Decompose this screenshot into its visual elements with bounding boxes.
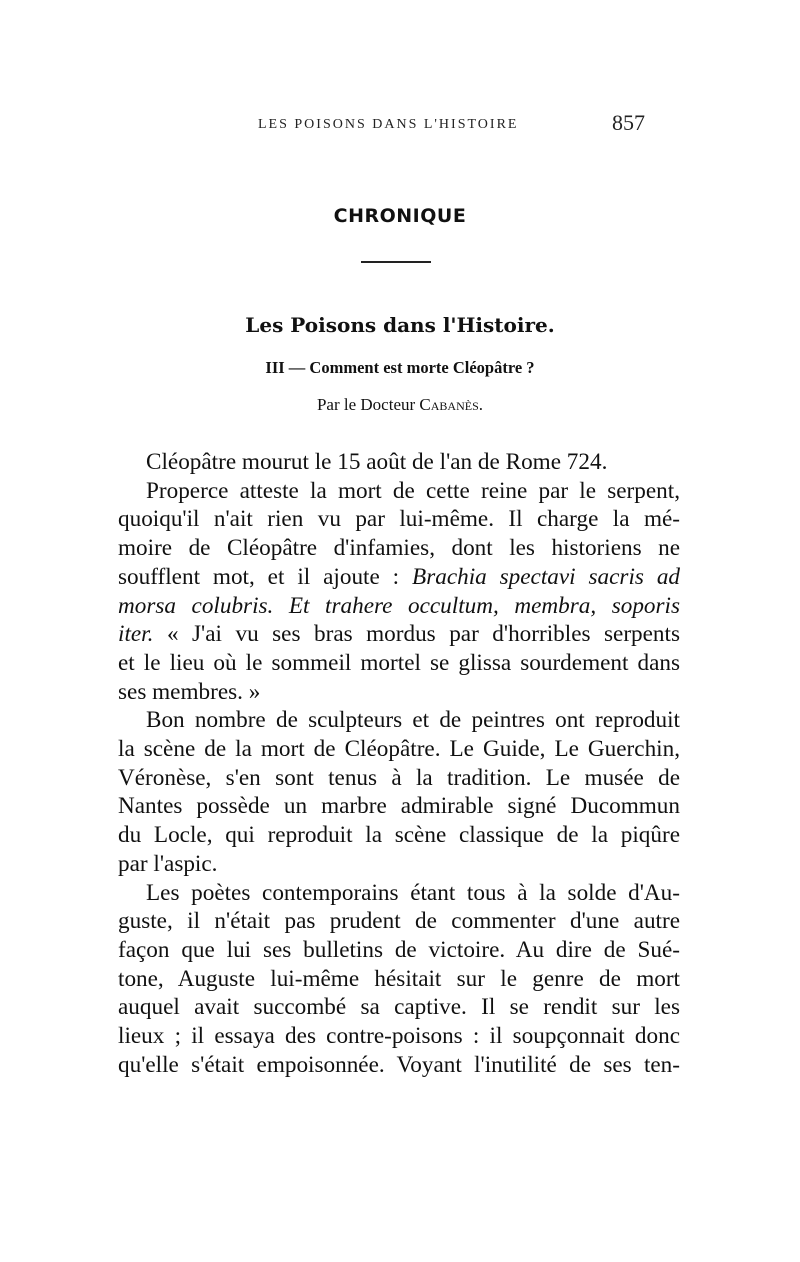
body-text [118, 448, 680, 1079]
author-prefix: Par le Docteur [316, 395, 416, 414]
text-line: ses membres. » [118, 678, 261, 705]
author-name: Cabanès. [419, 395, 484, 414]
section-title: CHRONIQUE [333, 205, 467, 227]
text-line: Nantes possède un marbre admirable signé Ducommun [118, 793, 680, 820]
text-line: guste, il n'était pas prudent de commenter d'une autre [118, 908, 680, 935]
section-divider [361, 261, 431, 263]
text-line: Bon nombre de sculpteurs et de peintres ont reproduit [146, 707, 680, 734]
text-line: iter. « J'ai vu ses bras mordus par d'horribles serpents [118, 621, 680, 648]
text-line: du Locle, qui reproduit la scène classique de la piqûre [118, 822, 680, 849]
text-line: Cléopâtre mourut le 15 août de l'an de Rome 724. [146, 449, 608, 475]
page-number: 857 [612, 110, 645, 135]
running-head: LES POISONS DANS L'HISTOIRE [258, 117, 519, 132]
text-line: Properce atteste la mort de cette reine par le serpent, [146, 477, 680, 504]
text-line: quoiqu'il n'ait rien vu par lui-même. Il charge la mé- [118, 506, 680, 533]
text-line: Véronèse, s'en sont tenus à la tradition. Le musée de [118, 764, 680, 791]
text-line: auquel avait succombé sa captive. Il se rendit sur les [118, 994, 680, 1021]
article-title: Les Poisons dans l'Histoire. [245, 313, 555, 337]
text-line: qu'elle s'était empoisonnée. Voyant l'inutilité de ses ten- [118, 1051, 680, 1078]
text-line: façon que lui ses bulletins de victoire. Au dire de Sué- [118, 936, 680, 963]
text-line: lieux ; il essaya des contre-poisons : il soupçonnait donc [118, 1023, 680, 1050]
latin-quote: morsa colubris. Et trahere occultum, membra, soporis [118, 592, 680, 619]
text-line: tone, Auguste lui-même hésitait sur le genre de mort [118, 965, 680, 992]
part-heading: III — Comment est morte Cléopâtre ? [265, 358, 535, 377]
text-line: la scène de la mort de Cléopâtre. Le Guide, Le Guerchin, [118, 736, 680, 763]
latin-quote: iter. [118, 621, 154, 648]
text-line: par l'aspic. [118, 850, 218, 877]
text-line: et le lieu où le sommeil mortel se glissa sourdement dans [118, 649, 680, 676]
text-line [118, 592, 680, 621]
text-line: Les poètes contemporains étant tous à la solde d'Au- [146, 879, 680, 906]
text-line: moire de Cléopâtre d'infamies, dont les historiens ne [118, 535, 680, 562]
text-line: soufflent mot, et il ajoute : Brachia spectavi sacris ad [118, 563, 681, 590]
latin-quote: Brachia spectavi sacris ad [412, 563, 681, 590]
author-line [0, 395, 800, 415]
